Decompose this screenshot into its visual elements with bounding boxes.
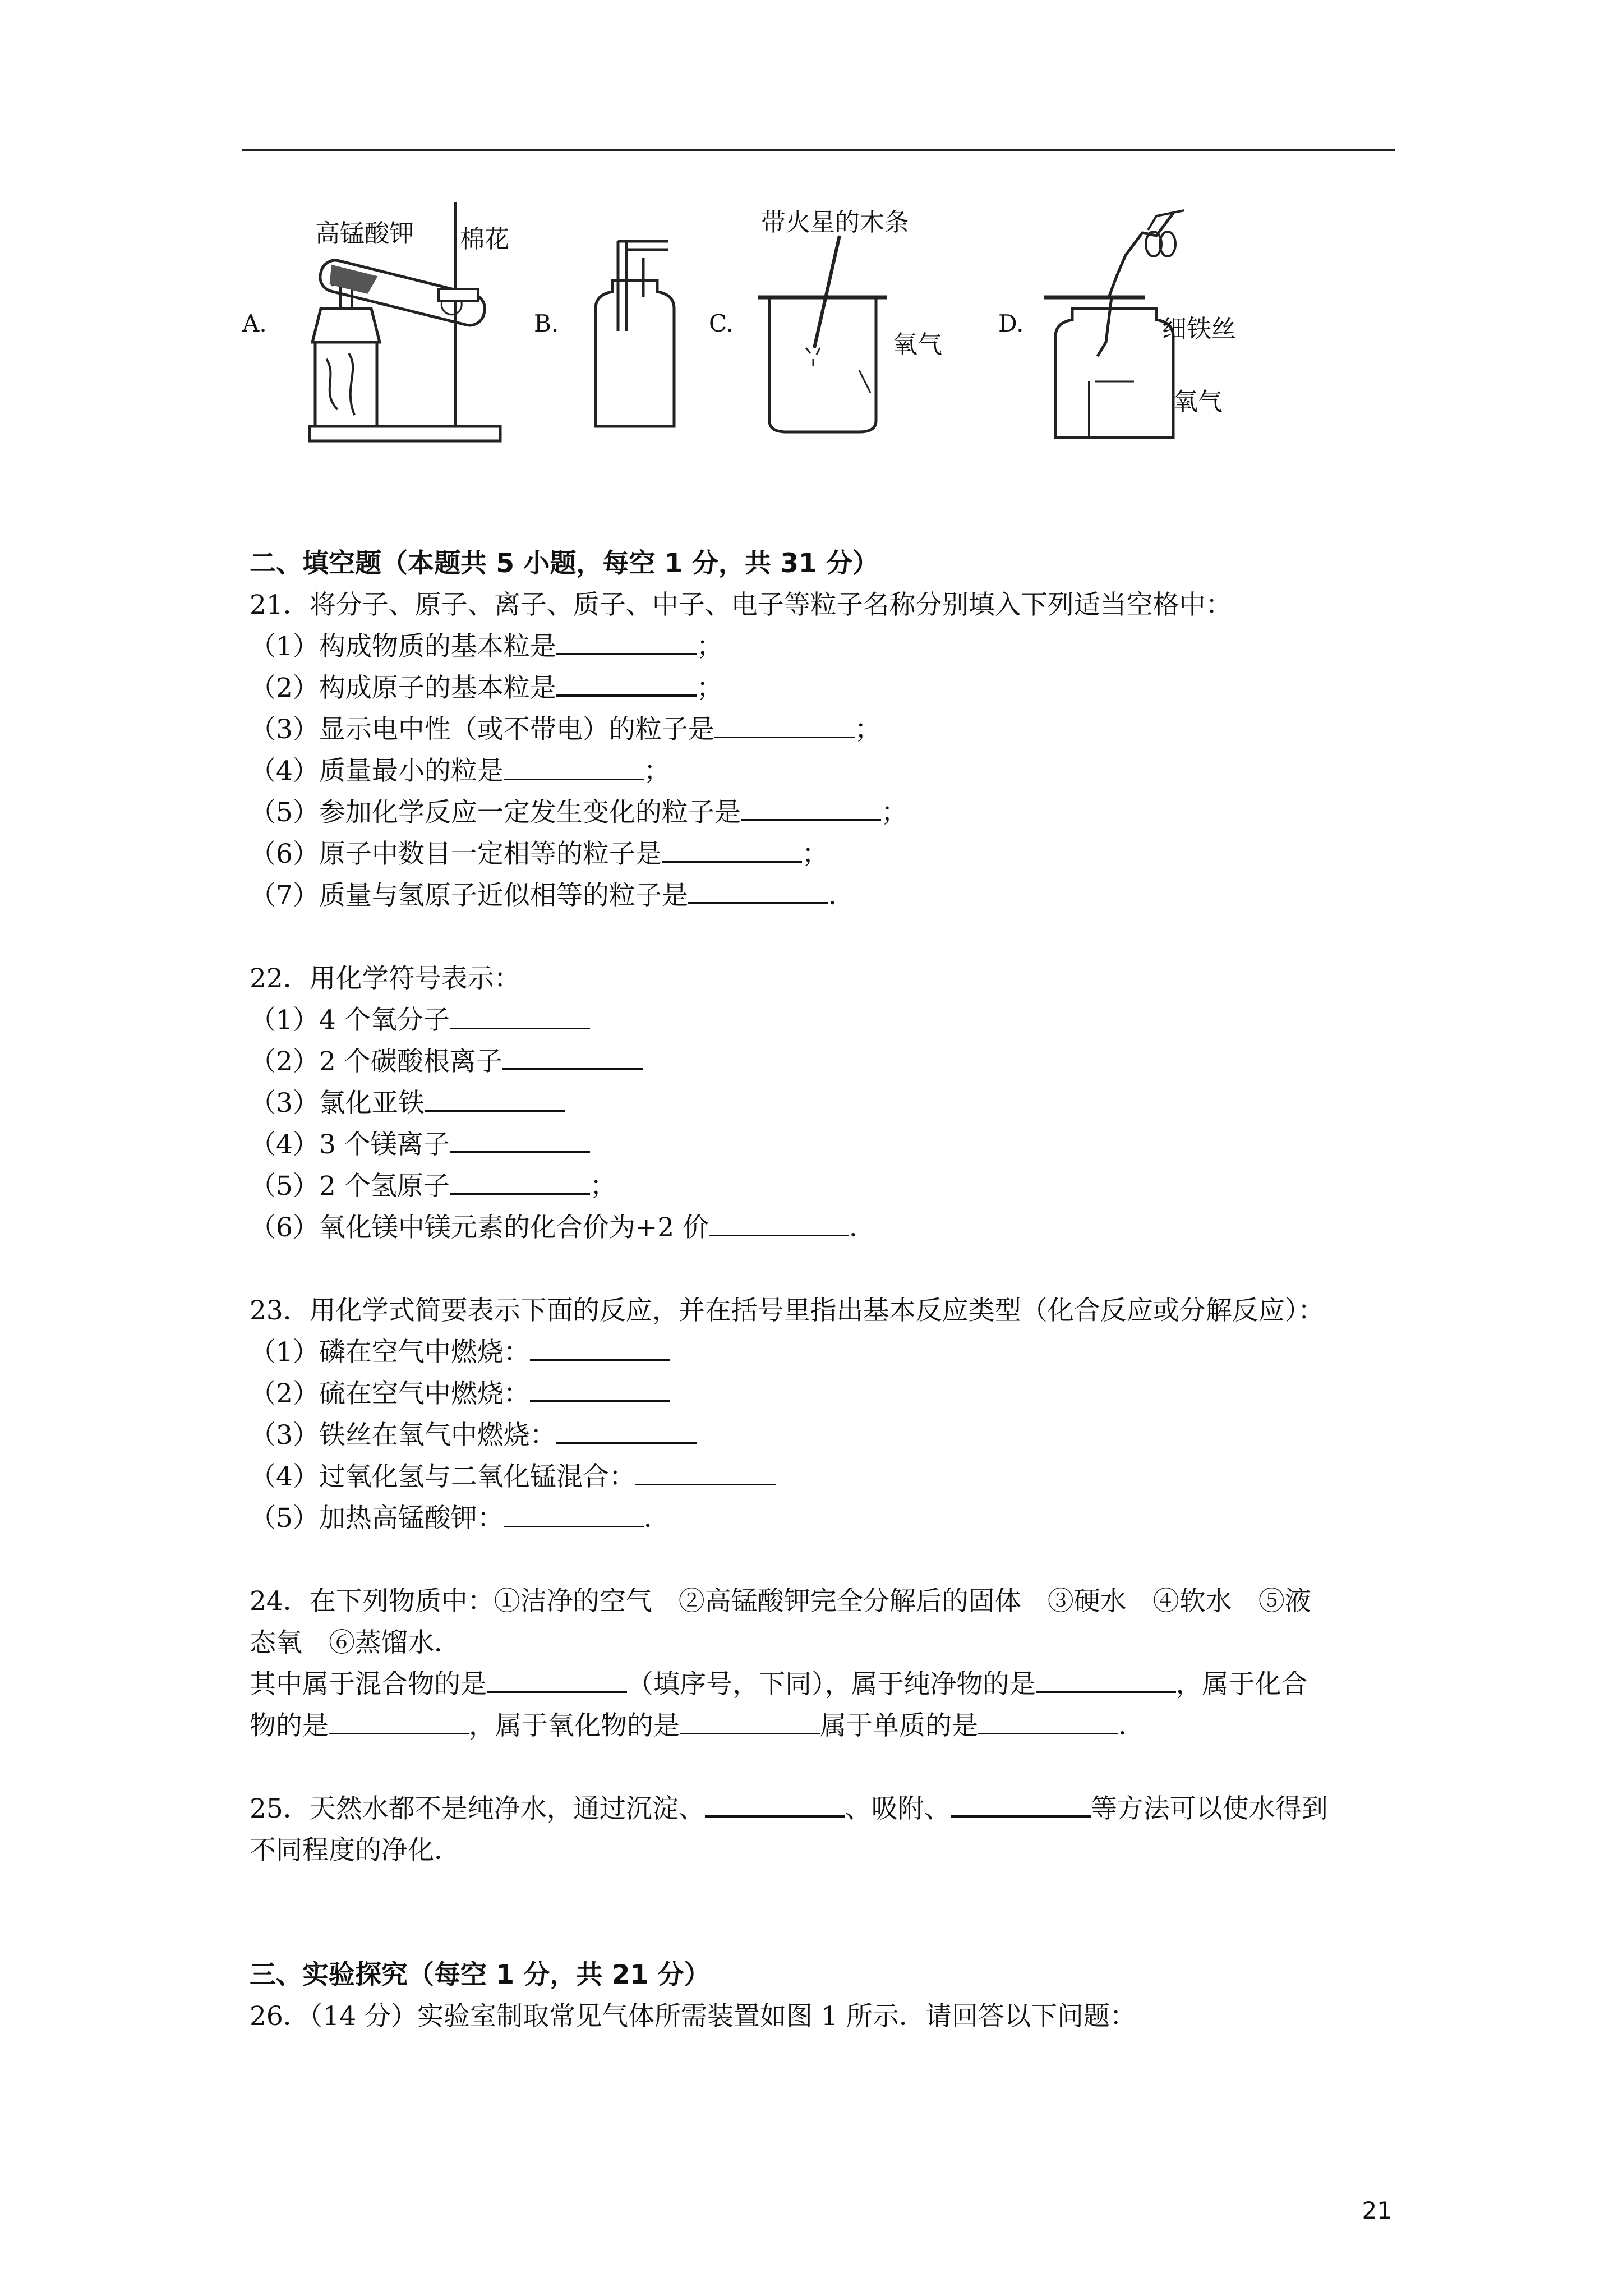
q21-item-4: （4）质量最小的粒是 ； (250, 756, 670, 786)
q24-line-4: 物的是 ，属于氧化物的是 属于单质的是 ． (250, 1710, 1145, 1741)
q24-line-3: 其中属于混合物的是 （填序号，下同），属于纯净物的是 ，属于化合 (250, 1669, 1308, 1700)
answer-blank[interactable] (680, 1711, 820, 1734)
answer-blank[interactable] (556, 1419, 697, 1444)
q21-item-7: （7）质量与氢原子近似相等的粒子是 ． (250, 880, 855, 911)
q21-item-2: （2）构成原子的基本粒是 ； (250, 673, 723, 703)
figure-options (242, 191, 1398, 454)
apparatus-b-figure (573, 236, 685, 438)
q26-stem: 26．（14 分）实验室制取常见气体所需装置如图 1 所示．请回答以下问题： (250, 2001, 1136, 2032)
answer-blank[interactable] (450, 1005, 590, 1029)
header-rule (242, 149, 1395, 151)
answer-blank[interactable] (1036, 1668, 1176, 1693)
q23-stem: 23．用化学式简要表示下面的反应，并在括号里指出基本反应类型（化合反应或分解反应）： (250, 1295, 1325, 1326)
answer-blank[interactable] (450, 1129, 590, 1153)
q21-stem: 21．将分子、原子、离子、质子、中子、电子等粒子名称分别填入下列适当空格中： (250, 590, 1232, 620)
option-d-letter: D. (998, 310, 1024, 337)
answer-blank[interactable] (556, 631, 697, 655)
question-content (250, 543, 1399, 2037)
answer-blank[interactable] (450, 1170, 590, 1195)
answer-blank[interactable] (688, 880, 828, 904)
label-glowing-splint: 带火星的木条 (761, 208, 909, 237)
answer-blank[interactable] (662, 838, 802, 863)
answer-blank[interactable] (978, 1711, 1118, 1734)
q22-item-1: （1）4 个氧分子 (250, 1000, 1399, 1041)
q22-item-4: （4）3 个镁离子 (250, 1124, 1399, 1166)
answer-blank[interactable] (329, 1711, 469, 1734)
q25-line-1: 25．天然水都不是纯净水，通过沉淀、 、吸附、 等方法可以使水得到 (250, 1793, 1328, 1824)
q25-line-2: 不同程度的净化． (250, 1835, 460, 1866)
q23-item-3: （3）铁丝在氧气中燃烧： (250, 1415, 1399, 1456)
answer-blank[interactable] (502, 1046, 643, 1070)
label-oxygen-d: 氧气 (1173, 388, 1223, 416)
page-number: 21 (1362, 2197, 1392, 2224)
section-3-heading: 三、实验探究（每空 1 分，共 21 分） (250, 1959, 711, 1990)
q21-item-1: （1）构成物质的基本粒是 ； (250, 631, 723, 662)
answer-blank[interactable] (714, 715, 855, 738)
answer-blank[interactable] (530, 1378, 670, 1402)
option-b-letter: B. (534, 310, 559, 337)
q23-item-2: （2）硫在空气中燃烧： (250, 1373, 1399, 1415)
answer-blank[interactable] (635, 1462, 776, 1485)
answer-blank[interactable] (530, 1336, 670, 1361)
label-cotton: 棉花 (460, 225, 509, 254)
q23-item-5: （5）加热高锰酸钾： ． (250, 1503, 670, 1534)
q22-item-5: （5）2 个氢原子 ； (250, 1171, 616, 1202)
q23-item-4: （4）过氧化氢与二氧化锰混合： (250, 1456, 1399, 1498)
q22-item-2: （2）2 个碳酸根离子 (250, 1041, 1399, 1083)
answer-blank[interactable] (504, 756, 644, 780)
q21-item-3: （3）显示电中性（或不带电）的粒子是 ； (250, 714, 881, 745)
apparatus-c-figure (747, 224, 915, 438)
q22-stem: 22．用化学符号表示： (250, 963, 520, 994)
q21-item-5: （5）参加化学反应一定发生变化的粒子是 ； (250, 797, 907, 828)
q21-item-6: （6）原子中数目一定相等的粒子是 ； (250, 839, 828, 869)
answer-blank[interactable] (705, 1793, 845, 1818)
q23-item-1: （1）磷在空气中燃烧： (250, 1332, 1399, 1373)
q24-line-2: 态氧 ⑥蒸馏水． (250, 1627, 460, 1658)
q24-line-1: 24．在下列物质中：①洁净的空气 ②高锰酸钾完全分解后的固体 ③硬水 ④软水 ⑤液 (250, 1586, 1311, 1617)
answer-blank[interactable] (741, 797, 881, 821)
label-oxygen-c: 氧气 (893, 330, 942, 359)
answer-blank[interactable] (504, 1503, 644, 1527)
answer-blank[interactable] (709, 1213, 849, 1236)
section-2-heading: 二、填空题（本题共 5 小题，每空 1 分，共 31 分） (250, 548, 879, 579)
option-c-letter: C. (709, 310, 734, 337)
answer-blank[interactable] (556, 672, 697, 697)
q22-item-3: （3）氯化亚铁 (250, 1083, 1399, 1124)
label-iron-wire: 细铁丝 (1162, 315, 1236, 343)
label-potassium-permanganate: 高锰酸钾 (315, 219, 414, 248)
answer-blank[interactable] (951, 1793, 1091, 1818)
option-a-letter: A. (242, 310, 267, 337)
answer-blank[interactable] (425, 1087, 565, 1112)
q22-item-6: （6）氧化镁中镁元素的化合价为+2 价 ． (250, 1212, 876, 1243)
answer-blank[interactable] (487, 1668, 627, 1693)
